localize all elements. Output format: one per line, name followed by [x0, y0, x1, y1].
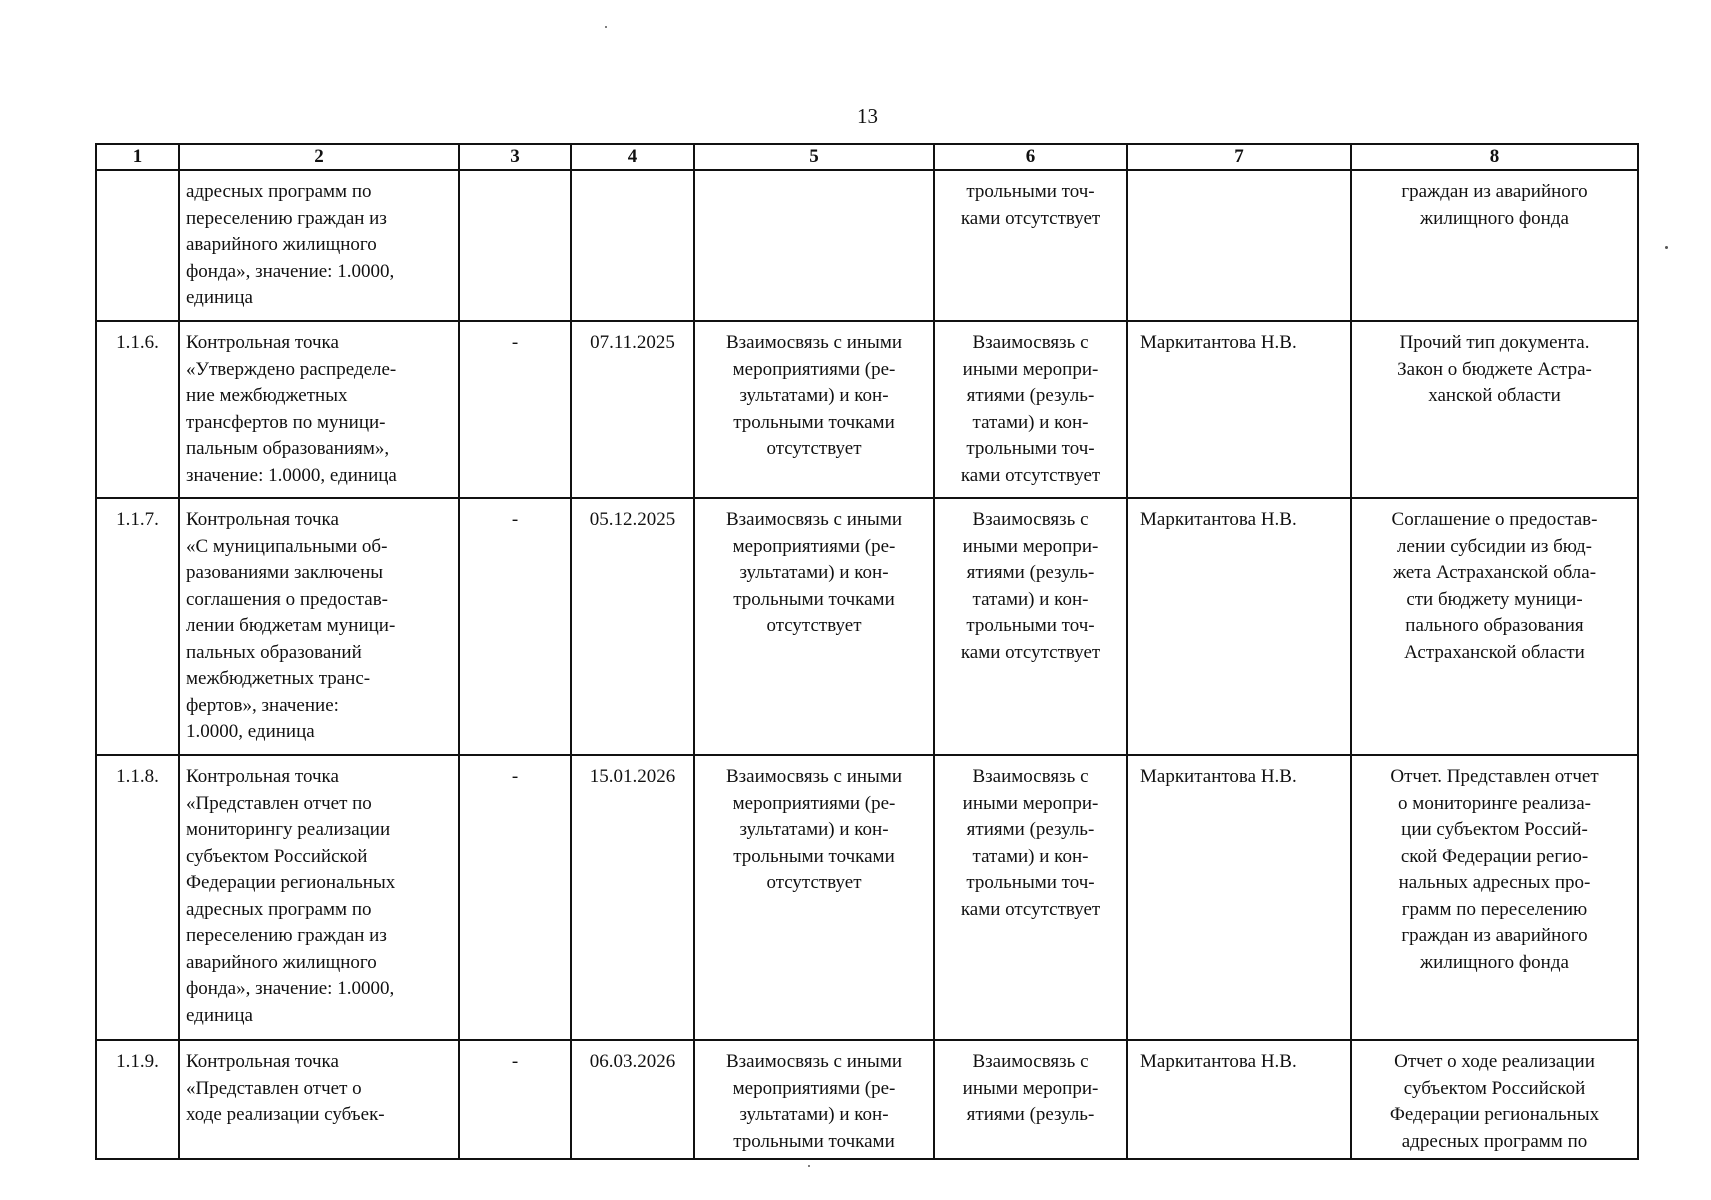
column-header: 3 [459, 144, 571, 170]
cell-name: Контрольная точка «Представлен отчет по мониторингу реализации субъектом Российской Федерации региональных адресных программ по переселению граждан из аварийного жилищного фонда», значение: 1.0000, единица [179, 755, 459, 1040]
column-header: 2 [179, 144, 459, 170]
cell-col5: Взаимосвязь с иными мероприятиями (ре- зультатами) и кон- трольными точками отсутствует [694, 321, 934, 498]
scan-speck [1665, 246, 1668, 249]
cell-col3: - [459, 498, 571, 755]
scan-speck [605, 26, 607, 28]
cell-document: Отчет. Представлен отчет о мониторинге реализа- ции субъектом Россий- ской Федерации регио- нальных адресных про- грамм по переселению граждан из аварийного жилищного фонда [1351, 755, 1638, 1040]
cell-number: 1.1.7. [96, 498, 179, 755]
cell-document: Отчет о ходе реализации субъектом Российской Федерации региональных адресных программ по [1351, 1040, 1638, 1159]
cell-responsible: Маркитантова Н.В. [1127, 1040, 1351, 1159]
cell-col6: Взаимосвязь с иными меропри- ятиями (резуль- татами) и кон- трольными точ- ками отсутствует [934, 755, 1127, 1040]
cell-date: 15.01.2026 [571, 755, 694, 1040]
cell-date: 07.11.2025 [571, 321, 694, 498]
cell-col5 [694, 170, 934, 321]
control-points-table [95, 143, 1639, 1160]
cell-col3: - [459, 755, 571, 1040]
column-header: 4 [571, 144, 694, 170]
table-header-row [96, 144, 1638, 170]
cell-date: 06.03.2026 [571, 1040, 694, 1159]
cell-col6: Взаимосвязь с иными меропри- ятиями (резуль- [934, 1040, 1127, 1159]
cell-number: 1.1.8. [96, 755, 179, 1040]
table-row [96, 755, 1638, 1040]
cell-document: граждан из аварийного жилищного фонда [1351, 170, 1638, 321]
cell-responsible [1127, 170, 1351, 321]
cell-col3 [459, 170, 571, 321]
cell-responsible: Маркитантова Н.В. [1127, 321, 1351, 498]
cell-name: Контрольная точка «Утверждено распределе- ние межбюджетных трансфертов по муници- пальным образованиям», значение: 1.0000, единица [179, 321, 459, 498]
cell-document: Прочий тип документа. Закон о бюджете Астра- ханской области [1351, 321, 1638, 498]
column-header: 6 [934, 144, 1127, 170]
cell-date [571, 170, 694, 321]
page-number: 13 [857, 104, 878, 128]
column-header: 1 [96, 144, 179, 170]
cell-name: Контрольная точка «Представлен отчет о ходе реализации субъек- [179, 1040, 459, 1159]
cell-number: 1.1.9. [96, 1040, 179, 1159]
cell-number: 1.1.6. [96, 321, 179, 498]
cell-date: 05.12.2025 [571, 498, 694, 755]
table-row [96, 1040, 1638, 1159]
cell-col3: - [459, 321, 571, 498]
cell-col6: Взаимосвязь с иными меропри- ятиями (резуль- татами) и кон- трольными точ- ками отсутствует [934, 498, 1127, 755]
cell-document: Соглашение о предостав- лении субсидии из бюд- жета Астраханской обла- сти бюджету муници- пального образования Астраханской области [1351, 498, 1638, 755]
cell-col6: Взаимосвязь с иными меропри- ятиями (резуль- татами) и кон- трольными точ- ками отсутствует [934, 321, 1127, 498]
continuation-row [96, 170, 1638, 321]
cell-col5: Взаимосвязь с иными мероприятиями (ре- зультатами) и кон- трольными точками [694, 1040, 934, 1159]
cell-col5: Взаимосвязь с иными мероприятиями (ре- зультатами) и кон- трольными точками отсутствует [694, 498, 934, 755]
cell-name: Контрольная точка «С муниципальными об- разованиями заключены соглашения о предостав- лении бюджетам муници- пальных образований межбюджетных транс- фертов», значение: 1.0000, единица [179, 498, 459, 755]
column-header: 7 [1127, 144, 1351, 170]
table-row [96, 498, 1638, 755]
scan-speck [808, 1165, 810, 1167]
cell-col5: Взаимосвязь с иными мероприятиями (ре- зультатами) и кон- трольными точками отсутствует [694, 755, 934, 1040]
cell-number [96, 170, 179, 321]
column-header: 5 [694, 144, 934, 170]
cell-name: адресных программ по переселению граждан из аварийного жилищного фонда», значение: 1.0000, единица [179, 170, 459, 321]
cell-responsible: Маркитантова Н.В. [1127, 498, 1351, 755]
cell-responsible: Маркитантова Н.В. [1127, 755, 1351, 1040]
table-row [96, 321, 1638, 498]
cell-col6: трольными точ- ками отсутствует [934, 170, 1127, 321]
cell-col3: - [459, 1040, 571, 1159]
column-header: 8 [1351, 144, 1638, 170]
